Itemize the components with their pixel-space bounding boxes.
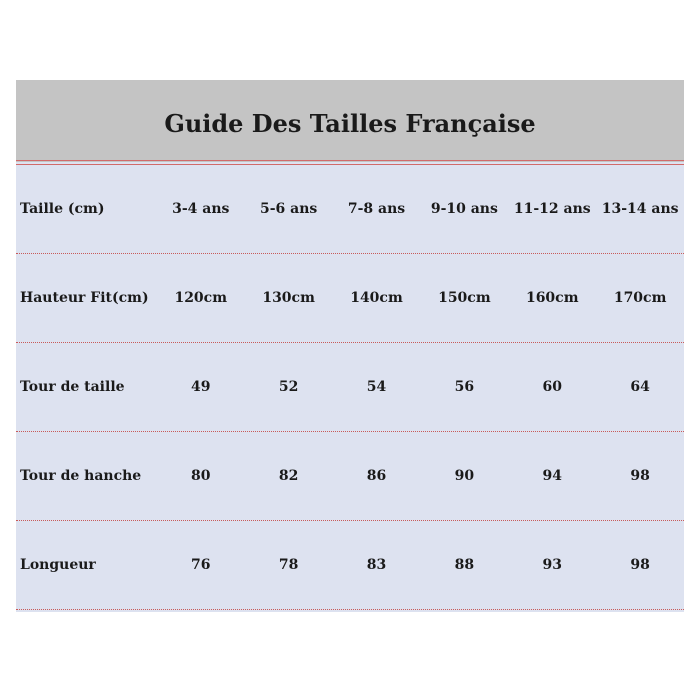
table-cell: 130cm <box>262 290 315 306</box>
table-cell: 94 <box>542 468 562 484</box>
table-cell: 82 <box>278 468 299 484</box>
table-cell: 170cm <box>613 290 667 306</box>
table-row-tour-de-taille <box>16 343 684 432</box>
size-table <box>16 165 684 610</box>
table-cell: 160cm <box>525 290 579 306</box>
table-row-hauteur <box>16 254 684 343</box>
row-label: Longueur <box>20 557 96 573</box>
table-cell: 120cm <box>174 290 228 306</box>
table-cell: 83 <box>366 557 387 573</box>
table-row-longueur <box>16 521 684 610</box>
row-label: Tour de hanche <box>20 468 142 484</box>
table-cell: 140cm <box>350 290 403 306</box>
table-cell: 98 <box>630 557 650 573</box>
table-cell: 64 <box>630 379 650 395</box>
row-label: Taille (cm) <box>20 201 105 217</box>
table-cell: 7-8 ans <box>347 201 406 217</box>
table-row-taille <box>16 165 684 254</box>
table-row-tour-de-hanche <box>16 432 684 521</box>
table-cell: 5-6 ans <box>259 201 318 217</box>
table-cell: 93 <box>542 557 562 573</box>
table-cell: 150cm <box>438 290 491 306</box>
table-cell: 86 <box>366 468 387 484</box>
table-cell: 52 <box>278 379 299 395</box>
table-cell: 60 <box>542 379 562 395</box>
table-cell: 9-10 ans <box>430 201 498 217</box>
header-divider-top <box>16 160 684 161</box>
table-cell: 56 <box>454 379 475 395</box>
header-band <box>16 80 684 162</box>
size-guide-card <box>16 80 684 612</box>
table-cell: 54 <box>366 379 387 395</box>
table-cell: 88 <box>454 557 475 573</box>
row-label: Hauteur Fit(cm) <box>20 290 149 306</box>
table-cell: 78 <box>278 557 299 573</box>
table-cell: 13-14 ans <box>601 201 679 217</box>
table-cell: 11-12 ans <box>513 201 591 217</box>
table-cell: 49 <box>190 379 211 395</box>
size-guide-title: Guide Des Tailles Française <box>164 108 536 138</box>
table-cell: 80 <box>190 468 211 484</box>
table-cell: 76 <box>190 557 211 573</box>
table-cell: 98 <box>630 468 650 484</box>
table-cell: 90 <box>454 468 475 484</box>
row-label: Tour de taille <box>20 379 125 395</box>
table-cell: 3-4 ans <box>172 201 230 217</box>
